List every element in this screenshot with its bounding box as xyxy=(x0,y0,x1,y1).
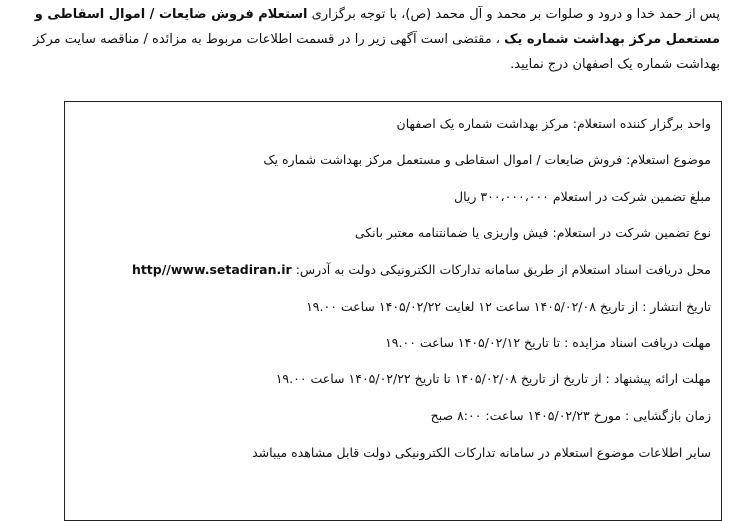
detail-guarantee-amount-text: مبلغ تضمین شرکت در استعلام ۳۰۰،۰۰۰،۰۰۰ ریال xyxy=(454,189,711,204)
detail-organizer xyxy=(73,115,711,133)
detail-bid-submission-text: مهلت ارائه پیشنهاد : از تاریخ از تاریخ ۱۴۰۵/۰۲/۰۸ تا تاریخ ۱۴۰۵/۰۲/۲۲ ساعت ۱۹.۰۰ xyxy=(275,371,711,386)
detail-other-info-text: سایر اطلاعات موضوع استعلام در سامانه تدارکات الکترونیکی دولت قابل مشاهده میباشد xyxy=(252,445,711,460)
detail-guarantee-type xyxy=(73,224,711,242)
tender-details-box xyxy=(64,101,722,521)
intro-line-2 xyxy=(30,27,720,52)
detail-documents-deadline xyxy=(73,334,711,352)
intro-line-2-text: ، مقتضی است آگهی زیر را در قسمت اطلاعات مربوط به مزائده / مناقصه سایت مرکز xyxy=(33,32,505,47)
detail-publish-date xyxy=(73,298,711,316)
detail-other-info xyxy=(73,444,711,462)
intro-line-2-bold: مستعمل مرکز بهداشت شماره یک xyxy=(504,32,720,47)
detail-documents-location-text: محل دریافت اسناد استعلام از طریق سامانه تدارکات الکترونیکی دولت به آدرس: xyxy=(291,262,711,277)
detail-guarantee-amount xyxy=(73,188,711,206)
detail-guarantee-type-text: نوع تضمین شرکت در استعلام: فیش واریزی یا ضمانتنامه معتبر بانکی xyxy=(354,225,711,240)
intro-line-3: بهداشت شماره یک اصفهان درج نمایید. xyxy=(510,57,720,72)
detail-documents-deadline-text: مهلت دریافت اسناد مزایده : تا تاریخ ۱۴۰۵/۰۲/۱۲ ساعت ۱۹.۰۰ xyxy=(385,335,711,350)
detail-subject-text: موضوع استعلام: فروش ضایعات / اموال اسقاطی و مستعمل مرکز بهداشت شماره یک xyxy=(263,152,711,167)
detail-publish-date-text: تاریخ انتشار : از تاریخ ۱۴۰۵/۰۲/۰۸ ساعت ۱۲ لغایت ۱۴۰۵/۰۲/۲۲ ساعت ۱۹.۰۰ xyxy=(306,299,711,314)
intro-paragraph xyxy=(30,2,720,77)
detail-opening-time-text: زمان بازگشایی : مورخ ۱۴۰۵/۰۲/۲۳ ساعت: ۸:۰۰ صبح xyxy=(430,408,711,423)
detail-bid-submission xyxy=(73,370,711,388)
intro-line-1-bold: استعلام فروش ضایعات / اموال اسقاطی و xyxy=(34,7,308,22)
detail-organizer-text: واحد برگزار کننده استعلام: مرکز بهداشت شماره یک اصفهان xyxy=(396,116,711,131)
detail-subject xyxy=(73,151,711,169)
detail-documents-location xyxy=(73,261,711,279)
intro-line-1 xyxy=(30,2,720,27)
detail-opening-time xyxy=(73,407,711,425)
setadiran-link[interactable]: http//www.setadiran.ir xyxy=(131,262,292,277)
intro-line-1-text: پس از حمد خدا و درود و صلوات بر محمد و آل محمد (ص)، با توجه برگزاری xyxy=(307,7,720,22)
